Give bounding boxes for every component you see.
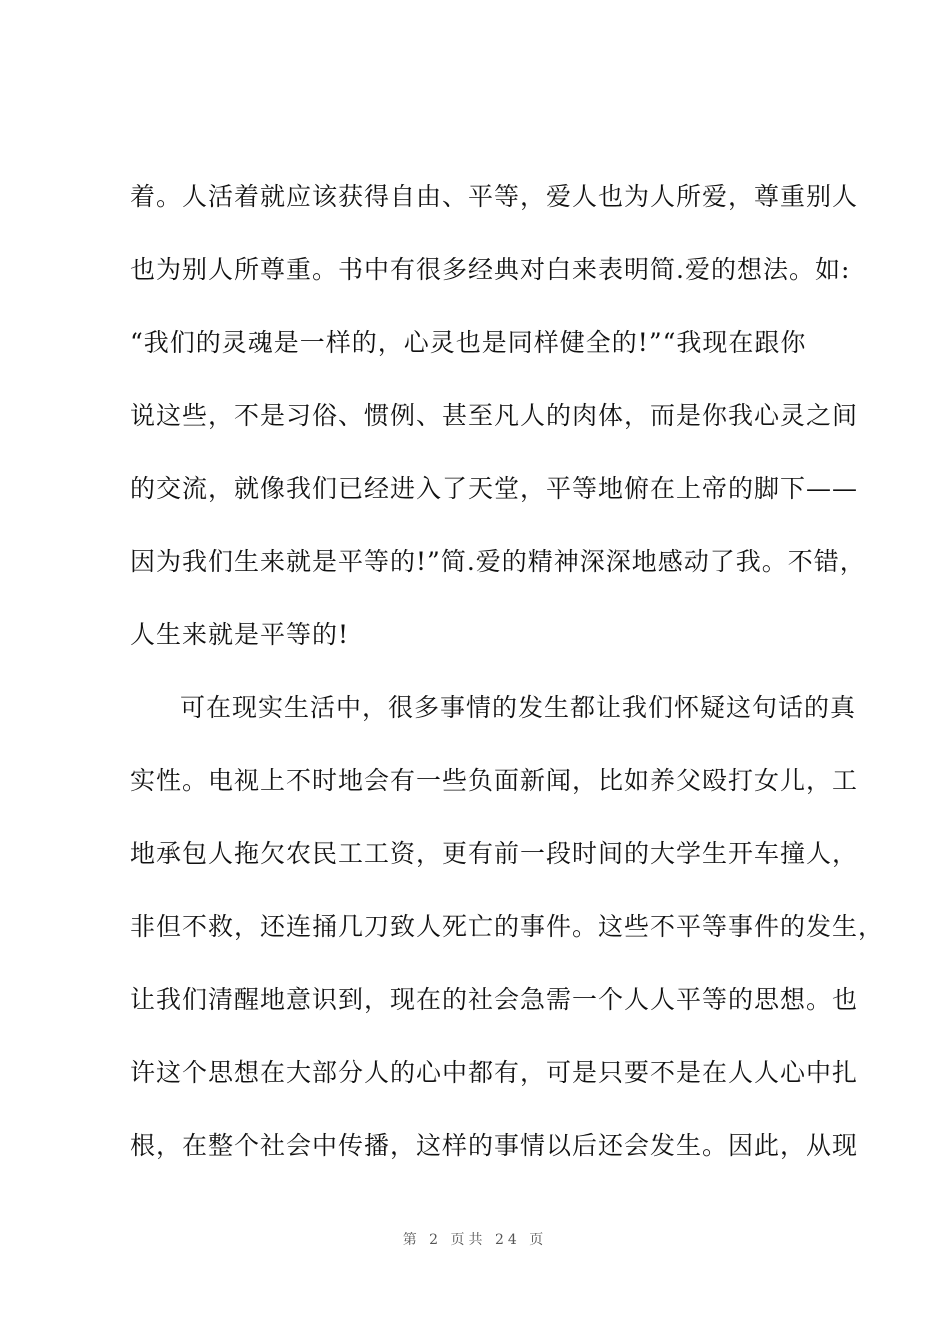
text-line: 因为我们生来就是平等的!”简.爱的精神深深地感动了我。不错， <box>130 547 866 576</box>
text-line: “我们的灵魂是一样的，心灵也是同样健全的!”“我现在跟你 <box>130 328 807 357</box>
page-number: 第 2 页共 24 页 <box>402 1232 548 1248</box>
text-line: 让我们清醒地意识到，现在的社会急需一个人人平等的思想。也 <box>130 985 859 1014</box>
text-line: 也为别人所尊重。书中有很多经典对白来表明简.爱的想法。如: <box>130 255 851 284</box>
text-line: 实性。电视上不时地会有一些负面新闻，比如养父殴打女儿，工 <box>130 766 859 795</box>
text-line: 地承包人拖欠农民工工资，更有前一段时间的大学生开车撞人， <box>130 839 859 868</box>
text-line: 着。人活着就应该获得自由、平等，爱人也为人所爱，尊重别人 <box>130 182 859 211</box>
text-line: 非但不救，还连捅几刀致人死亡的事件。这些不平等事件的发生， <box>130 912 885 941</box>
paragraph-first-line: 可在现实生活中，很多事情的发生都让我们怀疑这句话的真 <box>180 693 857 722</box>
text-line: 说这些，不是习俗、惯例、甚至凡人的肉体，而是你我心灵之间 <box>130 401 859 430</box>
text-line: 根，在整个社会中传播，这样的事情以后还会发生。因此，从现 <box>130 1131 859 1160</box>
text-line: 人生来就是平等的! <box>130 620 350 649</box>
text-line: 的交流，就像我们已经进入了天堂，平等地俯在上帝的脚下—— <box>130 474 859 503</box>
text-line: 许这个思想在大部分人的心中都有，可是只要不是在人人心中扎 <box>130 1058 859 1087</box>
